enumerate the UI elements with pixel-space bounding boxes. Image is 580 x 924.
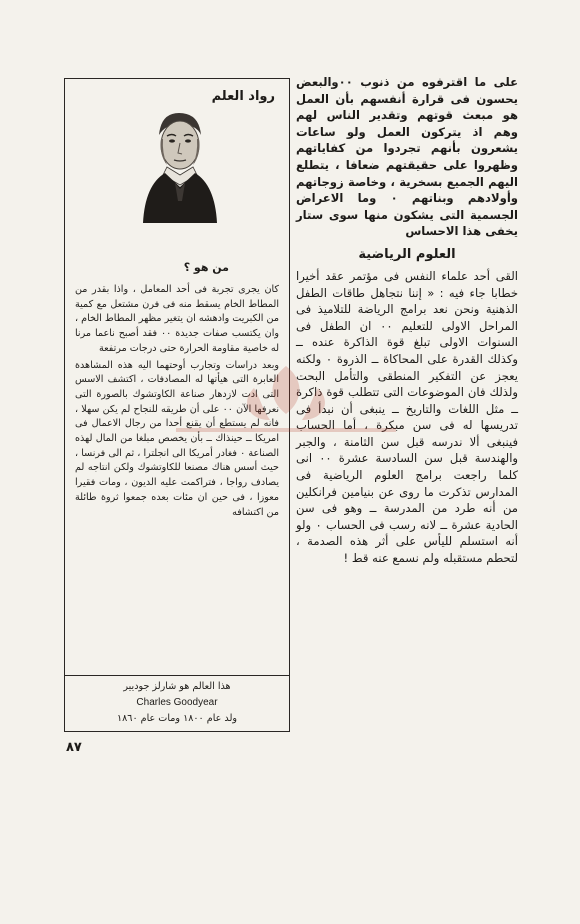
page-number: ٨٧ [66,740,82,755]
box-paragraph-1: كان يجرى تجربة فى أحد المعامل ، واذا بقدر من المطاط الخام يسقط منه فى فرن مشتعل مع كمية من الكبريت وادهشه ان يتغير مظهر المطاط الخام ، وان يكتسب صفات جديدة ٠٠ فقد أصبح ناعما مرنا له خاصية مقاومة الحرارة حتى درجات مرتفعة [75,284,279,354]
footer-name-arabic: هذا العالم هو شارلز جوديير [123,681,231,692]
footer-dates: ولد عام ١٨٠٠ ومات عام ١٨٦٠ [117,713,237,724]
pioneers-box [64,78,290,732]
portrait-caption: من هو ؟ [183,261,229,274]
portrait-image [135,105,221,223]
box-paragraph-2: وبعد دراسات وتجارب أوحتهما اليه هذه المشاهدة العابرة التى هيأتها له المصادفات ، اكتشف الاسس التى ادت لازدهار صناعة الكاوتشوك بالصورة التى نعرفها الآن ٠٠ على أن طريقه للنجاح لم يكن سهلا ، فانه لم يستطع أن يقنع أحدا من رجال الاعمال فى امريكا ــ حينذاك ــ بأن يخصص مبلغا من المال لهذه الصناعة ٠ فغادر أمريكا الى انجلترا ، ثم الى فرنسا ، حيث أسس هناك مصنعا للكاوتشوك ولكن انتاجه لم يصادف رواجا ، فتراكمت عليه الديون ، ومات فقيرا معوزا ، فى حين ان مئات بعده جمعوا ثروة طائلة من اكتشافه [75,359,279,518]
box-divider [65,675,289,676]
section-heading: العلوم الرياضية [358,246,456,262]
footer-name-english: Charles Goodyear [136,697,218,708]
box-footer [65,679,289,731]
box-title: رواد العلم [211,89,275,104]
box-text [75,283,279,520]
main-paragraph-1: على ما اقترفوه من ذنوب ٠٠والبعض يحسون فى قرارة أنفسهم بأن العمل هو مبعث قوتهم وتقدير الناس لهم وهم اذ يتركون العمل ولو ساعات يشعرون بأنهم تجردوا من كفاياتهم وظهروا على حقيقتهم ضعافا ، يتطلع اليهم الجميع بسخرية ، وخاصة زوجاتهم وأولادهم وبناتهم ٠ وما الاعراض الجسمية التى يشكون منها سوى ستار يخفى هذا الاحساس [296,75,518,239]
main-paragraph-2: القى أحد علماء النفس فى مؤتمر عقد أخيرا خطابا جاء فيه : « إننا نتجاهل طاقات الطفل الذهنية ونحن نعد برامج الرياضة للتلاميذ فى المراحل الاولى للتعليم ٠٠ ان الطفل فى السنوات الاولى تبلغ قوة الذاكرة عنده ــ وكذلك القدرة على المحاكاة ــ الذروة ٠ ولكنه يعجز عن التفكير المنطقى والتأمل البحت ولذلك فان الموضوعات التى تتطلب قوة ذاكرة ــ مثل اللغات والتاريخ ــ ينبغى أن نبدأ فى تدريسها له فى سن مبكرة ، أما الحساب فينبغى ألا ندرسه قبل سن الثامنة ، والجبر والهندسة قبل سن السادسة عشرة ٠٠ انى كلما راجعت برامج العلوم الرياضية فى المدارس تذكرت ما روى عن بنيامين فرانكلين من أنه طرد من المدرسة ــ وهو فى سن الحادية عشرة ــ لانه رسب فى الحساب ٠ ولو أنه استسلم لليأس على أثر هذه الصدمة ، لتحطم مستقبله ولم نسمع عنه قط ! [296,268,519,566]
main-article-column [296,74,518,567]
